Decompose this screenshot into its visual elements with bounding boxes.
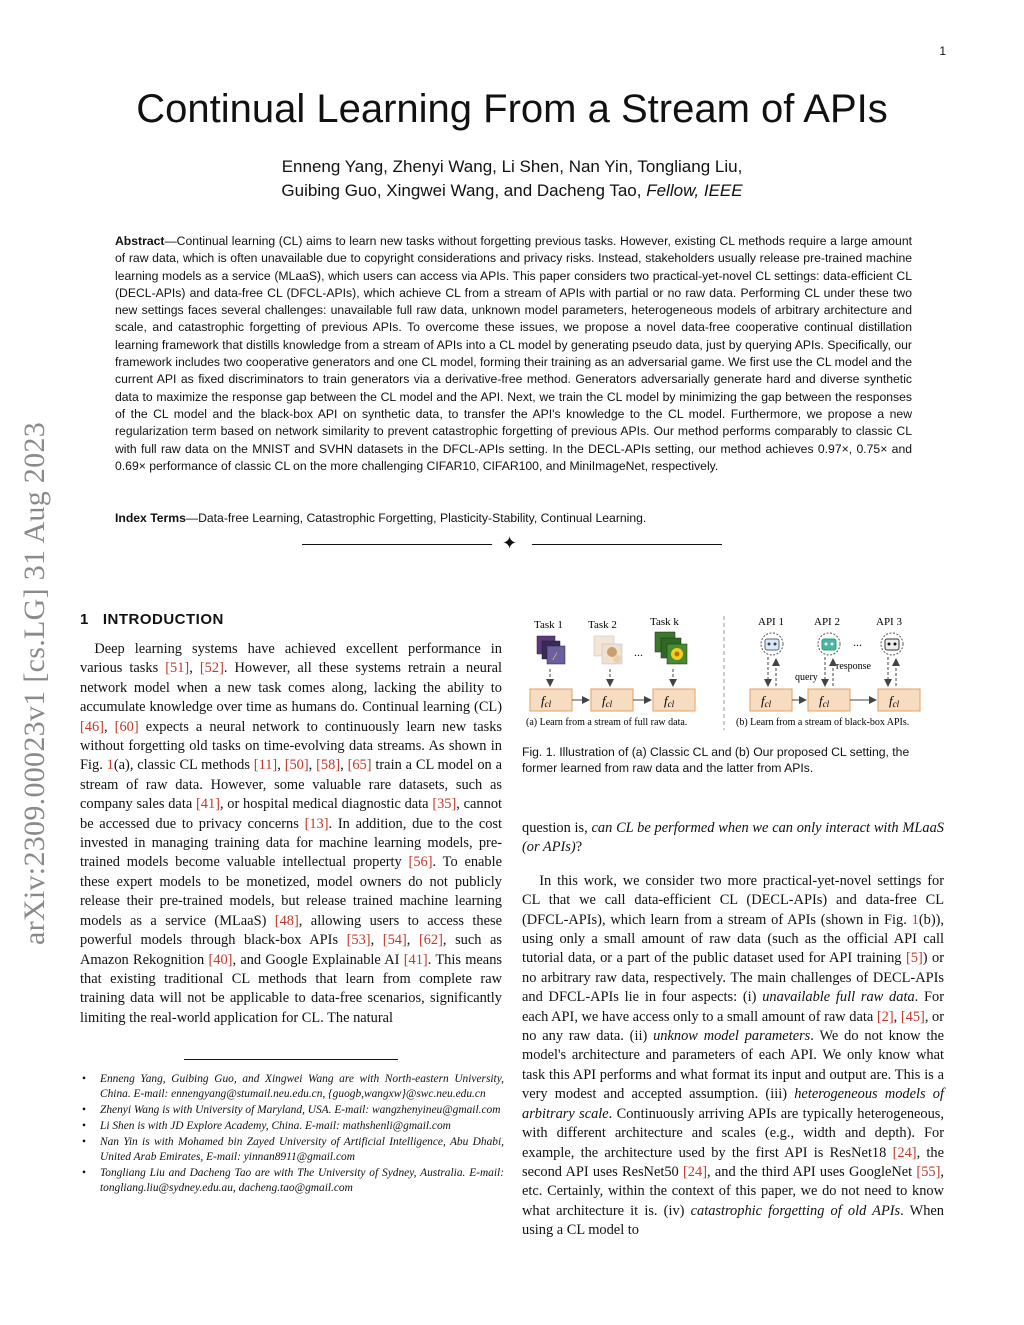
footnote-rule bbox=[184, 1059, 398, 1060]
robot-icon bbox=[761, 633, 783, 655]
authors-fellow: Fellow, IEEE bbox=[646, 181, 743, 200]
figure-1-caption: Fig. 1. Illustration of (a) Classic CL and (b) Our proposed CL setting, the former learned from raw data and the latter from APIs. bbox=[522, 745, 910, 775]
body-text: , bbox=[406, 932, 419, 949]
body-text: . For each API, we have access only to a small amount of raw data bbox=[522, 989, 944, 1025]
body-text: , or no any raw data. (ii) bbox=[522, 1008, 945, 1045]
dots-a: ... bbox=[634, 645, 643, 659]
right-column-text bbox=[522, 819, 944, 1241]
citation-link[interactable]: [60] bbox=[114, 718, 139, 735]
citation-link[interactable]: [65] bbox=[347, 757, 372, 774]
footnote-text: Tongliang Liu and Dacheng Tao are with The University of Sydney, Australia. E-mail: tongliang.liu@sydney.edu.au, dacheng.tao@gmail.com bbox=[100, 1167, 504, 1194]
label-api-3: API 3 bbox=[876, 616, 902, 628]
index-text: —Data-free Learning, Catastrophic Forgetting, Plasticity-Stability, Continual Learning. bbox=[185, 511, 647, 525]
paper-title: Continual Learning From a Stream of APIs bbox=[136, 87, 888, 131]
index-label: Index Terms bbox=[115, 511, 186, 525]
label-task-2: Task 2 bbox=[588, 619, 617, 631]
citation-link[interactable]: 1 bbox=[911, 911, 919, 928]
robot-icon bbox=[818, 633, 840, 655]
authors-line-1: Enneng Yang, Zhenyi Wang, Li Shen, Nan Yin, Tongliang Liu, bbox=[281, 157, 743, 176]
task-k-images bbox=[655, 632, 687, 664]
footnote-text: Enneng Yang, Guibing Guo, and Xingwei Wang are with North-eastern University, China. E-mail: ennengyang@stumail.neu.edu.cn, {guogb,wangxw}@swc.neu.edu.cn bbox=[100, 1073, 504, 1100]
section-title: INTRODUCTION bbox=[102, 611, 224, 628]
footnote-item bbox=[80, 1072, 504, 1102]
body-text: , etc. Certainly, within the context of this paper, we do not need to know what architecture it is. (iv) bbox=[522, 1163, 944, 1219]
footnote-text: Zhenyi Wang is with University of Maryland, USA. E-mail: wangzhenyineu@gmail.com bbox=[100, 1104, 501, 1116]
abstract-label: Abstract bbox=[115, 234, 165, 248]
footnote-text: Nan Yin is with Mohamed bin Zayed University of Artificial Intelligence, Abu Dhabi, United Arab Emirates, E-mail: yinnan8911@gmail.com bbox=[100, 1136, 504, 1163]
intro-paragraph-2 bbox=[522, 872, 944, 1241]
body-text: . When using a CL model to bbox=[522, 1202, 945, 1239]
body-text: . To enable these expert models to be monetized, model owners do not publicly release their pre-trained models, but release trained machine learning models as a service (MLaaS) bbox=[80, 854, 502, 929]
citation-link[interactable]: [50] bbox=[284, 757, 309, 774]
body-text: In this work, we consider two more practical-yet-novel settings for CL that we call data-efficient CL (DECL-APIs) and data-free CL (DFCL-APIs), which learn from a stream of APIs (shown in Fig. bbox=[522, 872, 944, 928]
emphasis-text: heterogeneous models of arbitrary scale bbox=[522, 1086, 944, 1122]
index-terms bbox=[115, 510, 912, 527]
robot-icon bbox=[881, 633, 903, 655]
body-text: , bbox=[103, 718, 115, 735]
body-text: . However, all these systems retrain a neural network model when a new task comes along, lacking the ability to accumulate knowledge over time as humans do. Continual learning (CL) bbox=[80, 660, 503, 716]
body-text: expects a neural network to continuously learn new tasks without forgetting old tasks on time-evolving data streams. As shown in Fig. bbox=[80, 718, 502, 774]
body-text: . Continuously arriving APIs are typically heterogeneous, with different architecture and scales (e.g., width and depth). For example, the architecture used by the first API is ResNet18 bbox=[522, 1105, 944, 1161]
bullet-icon: • bbox=[82, 1104, 86, 1116]
body-text: question is, bbox=[522, 820, 592, 836]
body-text: Deep learning systems have achieved excellent performance in various tasks bbox=[80, 641, 502, 677]
abstract bbox=[115, 233, 912, 475]
body-text: , or hospital medical diagnostic data bbox=[219, 796, 433, 813]
citation-link[interactable]: [48] bbox=[274, 912, 299, 929]
body-text: , bbox=[277, 757, 285, 774]
label-task-k: Task k bbox=[650, 616, 679, 628]
citation-link[interactable]: [54] bbox=[382, 932, 407, 949]
authors-line-2 bbox=[0, 179, 1024, 203]
citation-link[interactable]: [55] bbox=[916, 1163, 941, 1180]
label-response: response bbox=[836, 661, 871, 672]
body-text: , and the third API uses GoogleNet bbox=[707, 1163, 917, 1180]
citation-link[interactable]: [35] bbox=[432, 796, 457, 813]
abstract-text: —Continual learning (CL) aims to learn new tasks without forgetting previous tasks. However, existing CL methods require a large amount of raw data, which is often unavailable due to copyright considerations and privacy risks. Instead, stakeholders usually release pre-trained machine learning models as a service (MLaaS), which users can access via APIs. This paper considers two practical-yet-novel CL settings: data-efficient CL (DECL-APIs) and data-free CL (DFCL-APIs), which achieve CL from a stream of APIs with partial or no raw data. Performing CL under these two new settings faces several challenges: unavailable full raw data, unknown model parameters, heterogeneous models of arbitrary architecture and scale, and catastrophic forgetting of previous APIs. To overcome these issues, we propose a novel data-free cooperative continual distillation learning framework that distills knowledge from a stream of APIs into a CL model by generating pseudo data, just by querying APIs. Specifically, our framework includes two cooperative generators and one CL model, forming their training as an adversarial game. We first use the CL model and the current API as fixed discriminators to train generators via a derivative-free method. Generators adversarially generate hard and diverse synthetic data to maximize the response gap between the CL model and the API. Next, we train the CL model by minimizing the gap between the responses of the CL model and the black-box API on synthetic data, to transfer the API's knowledge to the CL model. Furthermore, we propose a new regularization term based on network similarity to prevent catastrophic forgetting of previous APIs. Our method performs comparably to classic CL with full raw data on the MNIST and SVHN datasets in the DFCL-APIs setting. In the DECL-APIs setting, our method achieves 0.97×, 0.75× and 0.69× performance of classic CL on the more challenging CIFAR10, CIFAR100, and MiniImageNet, respectively. bbox=[115, 234, 912, 473]
body-text: . In addition, due to the cost invested in managing training data for machine learning models, pre-trained models become valuable intellectual property bbox=[80, 815, 503, 871]
subcaption-b: (b) Learn from a stream of black-box APIs. bbox=[736, 717, 910, 728]
citation-link[interactable]: [62] bbox=[418, 932, 443, 949]
emphasis-text: unavailable full raw data bbox=[762, 989, 915, 1006]
page-number: 1 bbox=[939, 44, 946, 58]
citation-link[interactable]: [45] bbox=[900, 1008, 925, 1025]
body-text: , allowing users to access these powerful models through black-box APIs bbox=[80, 912, 502, 949]
figure-1-svg bbox=[522, 612, 952, 734]
body-text: , cannot be accessed due to privacy concerns bbox=[80, 796, 503, 832]
citation-link[interactable]: [11] bbox=[253, 757, 278, 774]
affiliation-footnotes bbox=[80, 1072, 504, 1197]
figure-1 bbox=[522, 612, 952, 734]
citation-link[interactable]: [56] bbox=[408, 854, 433, 871]
body-text: ? bbox=[575, 839, 583, 856]
section-divider bbox=[302, 533, 722, 554]
intro-paragraph-1 bbox=[80, 640, 502, 1028]
body-text: , and Google Explainable AI bbox=[232, 951, 404, 968]
body-text: (a), classic CL methods bbox=[113, 757, 254, 774]
left-column-text bbox=[80, 640, 502, 1028]
emphasis-text: unknow model parameters bbox=[653, 1028, 811, 1045]
citation-link[interactable]: [24] bbox=[683, 1163, 707, 1180]
citation-link[interactable]: [40] bbox=[208, 951, 233, 968]
divider-line-left bbox=[302, 544, 492, 545]
body-text: train a CL model on a stream of raw data. However, some valuable rare datasets, such as company sales data bbox=[80, 757, 502, 813]
footnote-item bbox=[80, 1103, 504, 1118]
citation-link[interactable]: [24] bbox=[892, 1144, 917, 1161]
label-api-1: API 1 bbox=[758, 616, 784, 628]
body-text: , such as Amazon Rekognition bbox=[80, 932, 503, 968]
subcaption-a: (a) Learn from a stream of full raw data. bbox=[526, 717, 688, 728]
body-text: ) or no arbitrary raw data, respectively. The main challenges of DECL-APIs and DFCL-APIs lie in four aspects: (i) bbox=[522, 950, 944, 1006]
citation-link[interactable]: [51] bbox=[165, 660, 190, 677]
citation-link[interactable]: [58] bbox=[316, 757, 341, 774]
body-text: , the second API uses ResNet50 bbox=[522, 1144, 944, 1180]
fcl-label-b2: fcl bbox=[819, 693, 830, 709]
citation-link[interactable]: [46] bbox=[80, 718, 104, 735]
body-text: , bbox=[308, 757, 317, 774]
fcl-label-b3: fcl bbox=[889, 693, 900, 709]
emphasis-text: catastrophic forgetting of old APIs bbox=[690, 1202, 901, 1219]
citation-link[interactable]: [52] bbox=[199, 660, 224, 677]
body-text: . This means that existing traditional CL methods that learn from complete raw training data will not be applicable to data-free scenarios, significantly limiting the real-world application for CL. The natural bbox=[80, 951, 502, 1026]
emphasis-text: can CL be performed when we can only interact with MLaaS (or APIs) bbox=[522, 820, 944, 856]
intro-paragraph-question bbox=[522, 819, 944, 858]
citation-link[interactable]: [41] bbox=[195, 796, 220, 813]
task-2-images bbox=[594, 636, 622, 664]
task-1-images bbox=[537, 636, 565, 664]
bullet-icon: • bbox=[82, 1120, 86, 1132]
fcl-label-a2: fcl bbox=[602, 693, 613, 709]
fcl-label-b1: fcl bbox=[761, 693, 772, 709]
body-text: , bbox=[370, 932, 383, 949]
fcl-label-a1: fcl bbox=[541, 693, 552, 709]
arxiv-stamp: arXiv:2309.00023v1 [cs.LG] 31 Aug 2023 bbox=[18, 421, 51, 945]
label-api-2: API 2 bbox=[814, 616, 840, 628]
bullet-icon: • bbox=[82, 1167, 86, 1179]
label-query: query bbox=[795, 672, 818, 683]
authors-line-2-text: Guibing Guo, Xingwei Wang, and Dacheng Tao, bbox=[281, 181, 642, 200]
footnote-text: Li Shen is with JD Explore Academy, China. E-mail: mathshenli@gmail.com bbox=[100, 1120, 451, 1132]
fcl-label-a3: fcl bbox=[664, 693, 675, 709]
svg-text:/: / bbox=[553, 649, 557, 663]
dots-b: ... bbox=[853, 635, 862, 649]
footnote-item bbox=[80, 1119, 504, 1134]
divider-star-icon: ✦ bbox=[502, 533, 518, 554]
body-text: , bbox=[340, 757, 348, 774]
section-heading bbox=[80, 611, 224, 628]
label-task-1: Task 1 bbox=[534, 619, 563, 631]
citation-link[interactable]: 1 bbox=[106, 757, 114, 774]
citation-link[interactable]: [13] bbox=[304, 815, 329, 832]
body-text: . We do not know the model's architecture and parameters of each API. We only know what task this API performs and what format its input and output are. This is a very modest and accepted assumption. (iii) bbox=[522, 1028, 945, 1103]
citation-link[interactable]: [5] bbox=[905, 950, 923, 967]
citation-link[interactable]: [41] bbox=[403, 951, 428, 968]
divider-line-right bbox=[532, 544, 722, 545]
footnote-item bbox=[80, 1135, 504, 1165]
body-text: , bbox=[189, 660, 200, 677]
body-text: (b)), using only a small amount of raw data (such as the official API call tutorial data, or a part of the public dataset used for API training bbox=[522, 911, 944, 967]
citation-link[interactable]: [2] bbox=[876, 1008, 894, 1025]
citation-link[interactable]: [53] bbox=[346, 932, 371, 949]
bullet-icon: • bbox=[82, 1073, 86, 1085]
section-number: 1 bbox=[80, 611, 89, 628]
footnote-item bbox=[80, 1166, 504, 1196]
bullet-icon: • bbox=[82, 1136, 86, 1148]
body-text: , bbox=[893, 1008, 901, 1025]
authors bbox=[0, 155, 1024, 203]
